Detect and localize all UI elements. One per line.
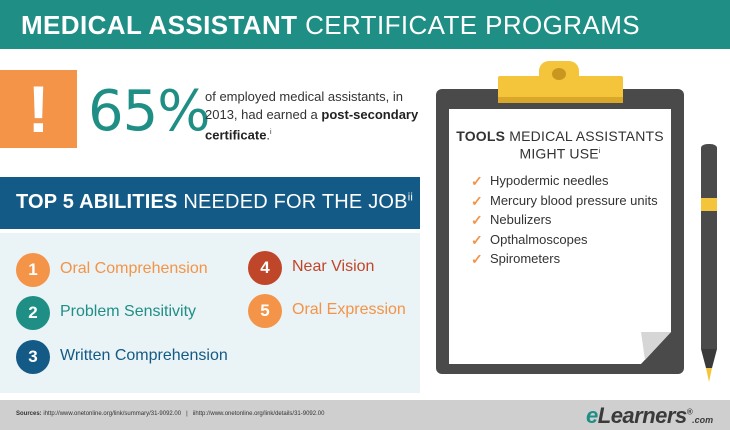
ability-number-badge: 1: [16, 253, 50, 287]
alert-badge: [0, 70, 77, 148]
checkmark-icon: ✓: [471, 173, 483, 189]
ability-number-badge: 3: [16, 340, 50, 374]
ability-number-badge: 2: [16, 296, 50, 330]
abilities-heading-bar: [0, 177, 420, 229]
pen-icon: [698, 144, 720, 389]
clipboard-clip-strip: [498, 97, 623, 103]
checkmark-icon: ✓: [471, 231, 483, 248]
ability-label: Written Comprehension: [60, 347, 228, 364]
stat-description: of employed medical assistants, in 2013, had earned a post-secondary certificate.$^i$: [205, 89, 419, 143]
ability-label: Oral Expression: [292, 301, 406, 318]
elearners-logo: eLearners®.com: [586, 403, 714, 428]
stat-percentage: 65%: [88, 79, 210, 144]
page-title: MEDICAL ASSISTANT CERTIFICATE PROGRAMS: [21, 10, 641, 40]
checkmark-icon: ✓: [471, 251, 483, 267]
ability-label: Oral Comprehension: [60, 260, 208, 277]
tools-title: TOOLS MEDICAL ASSISTANTS MIGHT USE$^i$: [456, 128, 664, 162]
exclamation-icon: !: [27, 72, 50, 146]
stat-footnote: i: [270, 129, 272, 136]
paper-fold-corner: [641, 332, 671, 364]
clipboard-clip-hole: [552, 68, 566, 80]
ability-label: Near Vision: [292, 258, 375, 275]
checkmark-icon: ✓: [471, 192, 483, 209]
footer: [0, 400, 730, 430]
header-banner: [0, 0, 730, 49]
ability-number-badge: 4: [248, 251, 282, 285]
sources-text: Sources: ihttp://www.onetonline.org/link/summary/31-9092.00 | iihttp://www.onetonline.org/link/details/31-9092.00: [16, 411, 325, 417]
ability-label: Problem Sensitivity: [60, 303, 197, 320]
ability-number-badge: 5: [248, 294, 282, 328]
checkmark-icon: ✓: [471, 212, 483, 228]
abilities-title: TOP 5 ABILITIES NEEDED FOR THE JOB$^{ii}$: [16, 191, 413, 213]
